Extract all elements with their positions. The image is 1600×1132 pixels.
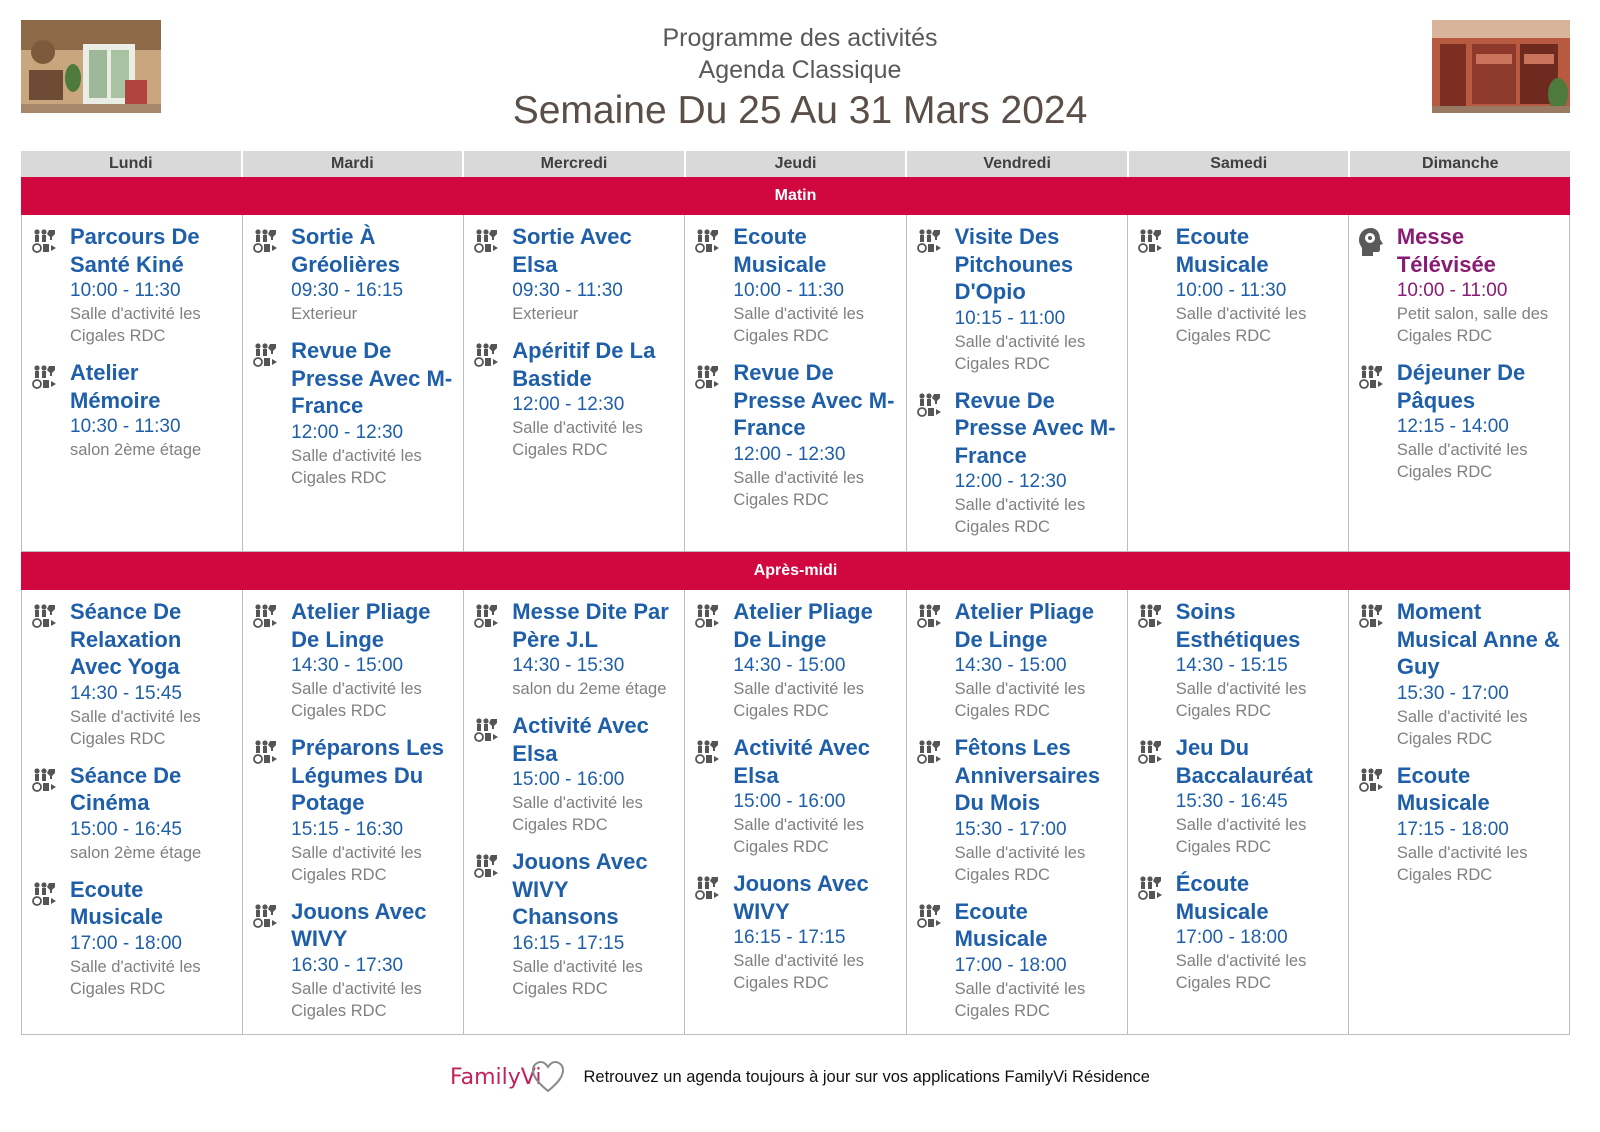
activity-icon bbox=[30, 876, 70, 1000]
day-header-samedi: Samedi bbox=[1129, 151, 1351, 177]
afternoon-row bbox=[21, 590, 1570, 1035]
activity-time: 15:15 - 16:30 bbox=[291, 818, 404, 840]
activity-location: Salle d'activité les Cigales RDC bbox=[954, 680, 1086, 720]
day-column-samedi bbox=[1128, 215, 1349, 551]
activity-location: Salle d'activité les Cigales RDC bbox=[291, 446, 422, 487]
activity-details bbox=[291, 734, 455, 886]
activity-location: Salle d'activité les Cigales RDC bbox=[733, 468, 865, 509]
day-column-jeudi bbox=[685, 590, 906, 1034]
activity-icon bbox=[251, 337, 291, 489]
activity-time: 12:00 - 12:30 bbox=[733, 443, 846, 465]
activity-icon bbox=[30, 359, 70, 461]
activity-icon bbox=[1357, 359, 1397, 483]
activity-time: 10:00 - 11:30 bbox=[733, 280, 844, 301]
activity-time: 15:30 - 17:00 bbox=[954, 818, 1067, 840]
activity-location: Salle d'activité les Cigales RDC bbox=[733, 305, 865, 345]
activity-location: Salle d'activité les Cigales RDC bbox=[70, 957, 201, 998]
activity-icon bbox=[30, 223, 70, 347]
activity-icon bbox=[693, 223, 733, 347]
activity-item[interactable] bbox=[1357, 598, 1561, 750]
activity-item[interactable] bbox=[251, 734, 455, 886]
activity-time: 09:30 - 16:15 bbox=[291, 280, 404, 301]
activity-item[interactable] bbox=[915, 734, 1119, 886]
footer bbox=[0, 1060, 1600, 1094]
activity-icon bbox=[472, 223, 512, 325]
activity-time: 10:00 - 11:30 bbox=[1175, 280, 1287, 301]
activity-name: Fêtons Les Anniversaires Du Mois bbox=[954, 735, 1101, 815]
activity-name: Activité Avec Elsa bbox=[733, 735, 870, 788]
activity-item[interactable] bbox=[251, 898, 455, 1022]
activity-name: Activité Avec Elsa bbox=[512, 713, 649, 766]
familyvi-logo-text: FamilyVi bbox=[450, 1064, 542, 1090]
activity-time: 15:30 - 17:00 bbox=[1396, 682, 1509, 704]
activity-location: salon du 2eme étage bbox=[512, 680, 667, 698]
activity-name: Atelier Pliage De Linge bbox=[291, 599, 431, 652]
activity-location: Salle d'activité les Cigales RDC bbox=[512, 419, 643, 459]
activity-details bbox=[733, 870, 897, 994]
activity-location: salon 2ème étage bbox=[70, 843, 202, 862]
activity-time: 10:00 - 11:30 bbox=[70, 280, 181, 301]
activity-icon bbox=[915, 598, 955, 722]
activity-details bbox=[70, 876, 234, 1000]
activity-location: Salle d'activité les Cigales RDC bbox=[291, 680, 422, 720]
activity-item[interactable] bbox=[693, 223, 897, 347]
activity-location: Salle d'activité les Cigales RDC bbox=[954, 496, 1086, 536]
activity-location: Salle d'activité les Cigales RDC bbox=[954, 332, 1086, 373]
weekly-schedule bbox=[21, 151, 1570, 1035]
activity-name: Parcours De Santé Kiné bbox=[70, 224, 200, 277]
activity-details bbox=[955, 898, 1119, 1022]
activity-icon bbox=[251, 598, 291, 722]
activity-time: 16:15 - 17:15 bbox=[733, 927, 846, 948]
activity-icon bbox=[30, 762, 70, 864]
activity-icon bbox=[915, 898, 955, 1022]
day-column-mardi bbox=[243, 215, 464, 551]
activity-details bbox=[1176, 223, 1340, 347]
activity-item[interactable] bbox=[915, 898, 1119, 1022]
activity-time: 14:30 - 15:45 bbox=[70, 682, 182, 704]
morning-band: Matin bbox=[21, 177, 1570, 215]
activity-details bbox=[733, 734, 897, 858]
activity-time: 12:00 - 12:30 bbox=[954, 471, 1067, 492]
activity-time: 15:00 - 16:45 bbox=[70, 818, 182, 840]
spiritual-head-icon bbox=[1357, 223, 1397, 347]
activity-details bbox=[1397, 223, 1561, 347]
activity-location: Petit salon, salle des Cigales RDC bbox=[1396, 305, 1549, 345]
activity-item[interactable] bbox=[251, 337, 455, 489]
activity-time: 14:30 - 15:00 bbox=[733, 655, 846, 676]
activity-item[interactable] bbox=[30, 359, 234, 461]
day-header-lundi: Lundi bbox=[21, 151, 243, 177]
activity-item[interactable] bbox=[915, 387, 1119, 539]
day-header-jeudi: Jeudi bbox=[686, 151, 908, 177]
activity-item[interactable] bbox=[1136, 223, 1340, 347]
activity-name: Visite Des Pitchounes D'Opio bbox=[954, 224, 1074, 304]
activity-icon bbox=[472, 712, 512, 836]
activity-name: Jouons Avec WIVY bbox=[733, 871, 869, 924]
activity-time: 14:30 - 15:15 bbox=[1175, 655, 1288, 676]
afternoon-band: Après-midi bbox=[21, 552, 1570, 590]
activity-icon bbox=[30, 598, 70, 750]
activity-details bbox=[733, 223, 897, 347]
activity-details bbox=[291, 337, 455, 489]
activity-details bbox=[1397, 598, 1561, 750]
activity-name: Séance De Cinéma bbox=[70, 762, 182, 815]
day-header-mercredi: Mercredi bbox=[464, 151, 686, 177]
activity-icon bbox=[1136, 734, 1176, 858]
activity-name: Atelier Mémoire bbox=[70, 360, 161, 413]
activity-details bbox=[955, 387, 1119, 539]
activity-name: Apéritif De La Bastide bbox=[512, 338, 656, 391]
activity-location: Salle d'activité les Cigales RDC bbox=[70, 707, 201, 748]
activity-item[interactable] bbox=[251, 598, 455, 722]
activity-time: 15:00 - 16:00 bbox=[512, 769, 625, 790]
activity-item[interactable] bbox=[915, 598, 1119, 722]
activity-location: Salle d'activité les Cigales RDC bbox=[733, 680, 865, 720]
activity-details bbox=[512, 223, 676, 325]
activity-time: 10:00 - 11:00 bbox=[1396, 280, 1508, 301]
activity-icon bbox=[693, 359, 733, 511]
activity-name: Séance De Relaxation Avec Yoga bbox=[70, 599, 182, 679]
activity-name: Ecoute Musicale bbox=[733, 224, 827, 277]
program-title: Programme des activités bbox=[662, 24, 938, 52]
activity-item[interactable] bbox=[472, 848, 676, 1000]
activity-details bbox=[291, 898, 455, 1022]
activity-details bbox=[1397, 762, 1561, 886]
activity-details bbox=[512, 848, 676, 1000]
activity-location: salon 2ème étage bbox=[70, 441, 202, 459]
activity-item[interactable] bbox=[472, 712, 676, 836]
activity-name: Messe Télévisée bbox=[1396, 224, 1496, 277]
agenda-subtitle: Agenda Classique bbox=[698, 56, 902, 84]
activity-item[interactable] bbox=[1357, 359, 1561, 483]
activity-name: Messe Dite Par Père J.L bbox=[512, 599, 669, 652]
activity-details bbox=[955, 734, 1119, 886]
activity-name: Ecoute Musicale bbox=[954, 898, 1048, 951]
activity-icon bbox=[472, 848, 512, 1000]
activity-item[interactable] bbox=[472, 223, 676, 325]
activity-name: Ecoute Musicale bbox=[1396, 762, 1490, 815]
activity-location: Salle d'activité les Cigales RDC bbox=[291, 979, 422, 1020]
activity-item[interactable] bbox=[1357, 762, 1561, 886]
activity-time: 15:30 - 16:45 bbox=[1175, 791, 1288, 812]
activity-icon bbox=[251, 898, 291, 1022]
week-title: Semaine Du 25 Au 31 Mars 2024 bbox=[512, 89, 1088, 132]
day-column-jeudi bbox=[685, 215, 906, 551]
day-column-lundi bbox=[22, 590, 243, 1034]
activity-location: Salle d'activité les Cigales RDC bbox=[512, 957, 643, 998]
day-column-mercredi bbox=[464, 215, 685, 551]
activity-name: Moment Musical Anne & Guy bbox=[1396, 599, 1560, 679]
activity-location: Salle d'activité les Cigales RDC bbox=[1175, 305, 1307, 345]
activity-details bbox=[291, 598, 455, 722]
activity-name: Soins Esthétiques bbox=[1175, 599, 1301, 652]
activity-item[interactable] bbox=[472, 598, 676, 700]
day-column-dimanche bbox=[1349, 215, 1570, 551]
activity-details bbox=[1176, 598, 1340, 722]
day-header-vendredi: Vendredi bbox=[907, 151, 1129, 177]
activity-details bbox=[733, 359, 897, 511]
activity-name: Ecoute Musicale bbox=[1175, 224, 1269, 277]
activity-name: Atelier Pliage De Linge bbox=[954, 599, 1094, 652]
activity-details bbox=[1397, 359, 1561, 483]
activity-location: Salle d'activité les Cigales RDC bbox=[512, 794, 643, 834]
activity-icon bbox=[693, 870, 733, 994]
heart-icon bbox=[531, 1060, 565, 1094]
activity-item[interactable] bbox=[30, 223, 234, 347]
activity-icon bbox=[1357, 762, 1397, 886]
activity-location: Exterieur bbox=[512, 305, 579, 323]
day-column-vendredi bbox=[907, 590, 1128, 1034]
activity-time: 17:00 - 18:00 bbox=[70, 932, 182, 954]
activity-details bbox=[70, 762, 234, 864]
activity-time: 17:15 - 18:00 bbox=[1396, 818, 1509, 840]
activity-time: 10:15 - 11:00 bbox=[954, 307, 1066, 329]
activity-location: Salle d'activité les Cigales RDC bbox=[1396, 843, 1528, 884]
activity-name: Jouons Avec WIVY Chansons bbox=[512, 849, 648, 929]
familyvi-logo bbox=[450, 1060, 565, 1094]
activity-name: Préparons Les Légumes Du Potage bbox=[291, 735, 444, 815]
activity-icon bbox=[915, 387, 955, 539]
header bbox=[0, 22, 1600, 134]
activity-details bbox=[70, 223, 234, 347]
activity-details bbox=[512, 337, 676, 461]
day-header-dimanche: Dimanche bbox=[1350, 151, 1570, 177]
activity-icon bbox=[1136, 223, 1176, 347]
activity-time: 12:00 - 12:30 bbox=[291, 421, 404, 443]
activity-location: Salle d'activité les Cigales RDC bbox=[1396, 441, 1528, 481]
activity-location: Salle d'activité les Cigales RDC bbox=[954, 843, 1086, 884]
activity-name: Écoute Musicale bbox=[1175, 871, 1269, 924]
activity-location: Salle d'activité les Cigales RDC bbox=[291, 843, 422, 884]
activity-item[interactable] bbox=[693, 359, 897, 511]
activity-icon bbox=[472, 337, 512, 461]
activity-name: Sortie À Gréolières bbox=[291, 224, 400, 277]
activity-icon bbox=[1136, 870, 1176, 994]
activity-item[interactable] bbox=[915, 223, 1119, 375]
activity-location: Salle d'activité les Cigales RDC bbox=[1175, 680, 1307, 720]
activity-details bbox=[70, 359, 234, 461]
activity-name: Jouons Avec WIVY bbox=[291, 898, 427, 951]
activity-item[interactable] bbox=[30, 876, 234, 1000]
activity-item[interactable] bbox=[1136, 598, 1340, 722]
activity-location: Exterieur bbox=[291, 305, 358, 323]
activity-item[interactable] bbox=[693, 870, 897, 994]
activity-item[interactable] bbox=[30, 598, 234, 750]
activity-details bbox=[291, 223, 455, 325]
activity-time: 12:15 - 14:00 bbox=[1396, 416, 1509, 437]
activity-time: 14:30 - 15:30 bbox=[512, 655, 625, 676]
day-header-mardi: Mardi bbox=[243, 151, 465, 177]
activity-location: Salle d'activité les Cigales RDC bbox=[733, 816, 865, 856]
day-column-samedi bbox=[1128, 590, 1349, 1034]
activity-location: Salle d'activité les Cigales RDC bbox=[954, 979, 1086, 1020]
activity-item[interactable] bbox=[693, 598, 897, 722]
activity-item[interactable] bbox=[1136, 734, 1340, 858]
activity-item[interactable] bbox=[1357, 223, 1561, 347]
activity-time: 12:00 - 12:30 bbox=[512, 394, 625, 415]
activity-details bbox=[512, 712, 676, 836]
activity-name: Revue De Presse Avec M-France bbox=[954, 387, 1116, 468]
activity-details bbox=[955, 598, 1119, 722]
activity-details bbox=[512, 598, 676, 700]
activity-time: 15:00 - 16:00 bbox=[733, 791, 846, 812]
activity-name: Sortie Avec Elsa bbox=[512, 224, 632, 277]
activity-item[interactable] bbox=[472, 337, 676, 461]
activity-location: Salle d'activité les Cigales RDC bbox=[70, 305, 201, 345]
footer-text: Retrouvez un agenda toujours à jour sur vos applications FamilyVi Résidence bbox=[583, 1067, 1150, 1086]
activity-location: Salle d'activité les Cigales RDC bbox=[1396, 707, 1528, 748]
activity-time: 14:30 - 15:00 bbox=[291, 655, 404, 676]
activity-icon bbox=[693, 734, 733, 858]
activity-name: Revue De Presse Avec M-France bbox=[733, 360, 895, 440]
activity-time: 17:00 - 18:00 bbox=[1175, 927, 1288, 948]
day-column-lundi bbox=[22, 215, 243, 551]
activity-icon bbox=[915, 223, 955, 375]
activity-details bbox=[70, 598, 234, 750]
morning-row bbox=[21, 215, 1570, 552]
activity-item[interactable] bbox=[30, 762, 234, 864]
activity-details bbox=[955, 223, 1119, 375]
activity-time: 16:30 - 17:30 bbox=[291, 954, 404, 976]
activity-item[interactable] bbox=[251, 223, 455, 325]
activity-time: 16:15 - 17:15 bbox=[512, 932, 625, 954]
day-column-mercredi bbox=[464, 590, 685, 1034]
day-column-mardi bbox=[243, 590, 464, 1034]
day-header-row bbox=[21, 151, 1570, 177]
activity-details bbox=[733, 598, 897, 722]
day-column-vendredi bbox=[907, 215, 1128, 551]
activity-name: Revue De Presse Avec M-France bbox=[291, 338, 453, 418]
activity-name: Jeu Du Baccalauréat bbox=[1175, 735, 1313, 788]
activity-location: Salle d'activité les Cigales RDC bbox=[733, 952, 865, 992]
activity-location: Salle d'activité les Cigales RDC bbox=[1175, 952, 1307, 992]
activity-icon bbox=[915, 734, 955, 886]
activity-icon bbox=[472, 598, 512, 700]
activity-item[interactable] bbox=[1136, 870, 1340, 994]
day-column-dimanche bbox=[1349, 590, 1570, 1034]
activity-icon bbox=[1357, 598, 1397, 750]
activity-name: Atelier Pliage De Linge bbox=[733, 599, 873, 652]
activity-time: 17:00 - 18:00 bbox=[954, 954, 1067, 976]
activity-location: Salle d'activité les Cigales RDC bbox=[1175, 816, 1307, 856]
activity-name: Déjeuner De Pâques bbox=[1396, 360, 1526, 413]
activity-icon bbox=[251, 223, 291, 325]
activity-icon bbox=[1136, 598, 1176, 722]
activity-time: 14:30 - 15:00 bbox=[954, 655, 1067, 676]
activity-icon bbox=[693, 598, 733, 722]
activity-time: 09:30 - 11:30 bbox=[512, 280, 623, 301]
activity-icon bbox=[251, 734, 291, 886]
activity-details bbox=[1176, 870, 1340, 994]
activity-details bbox=[1176, 734, 1340, 858]
activity-name: Ecoute Musicale bbox=[70, 876, 163, 929]
activity-item[interactable] bbox=[693, 734, 897, 858]
activity-time: 10:30 - 11:30 bbox=[70, 416, 181, 437]
